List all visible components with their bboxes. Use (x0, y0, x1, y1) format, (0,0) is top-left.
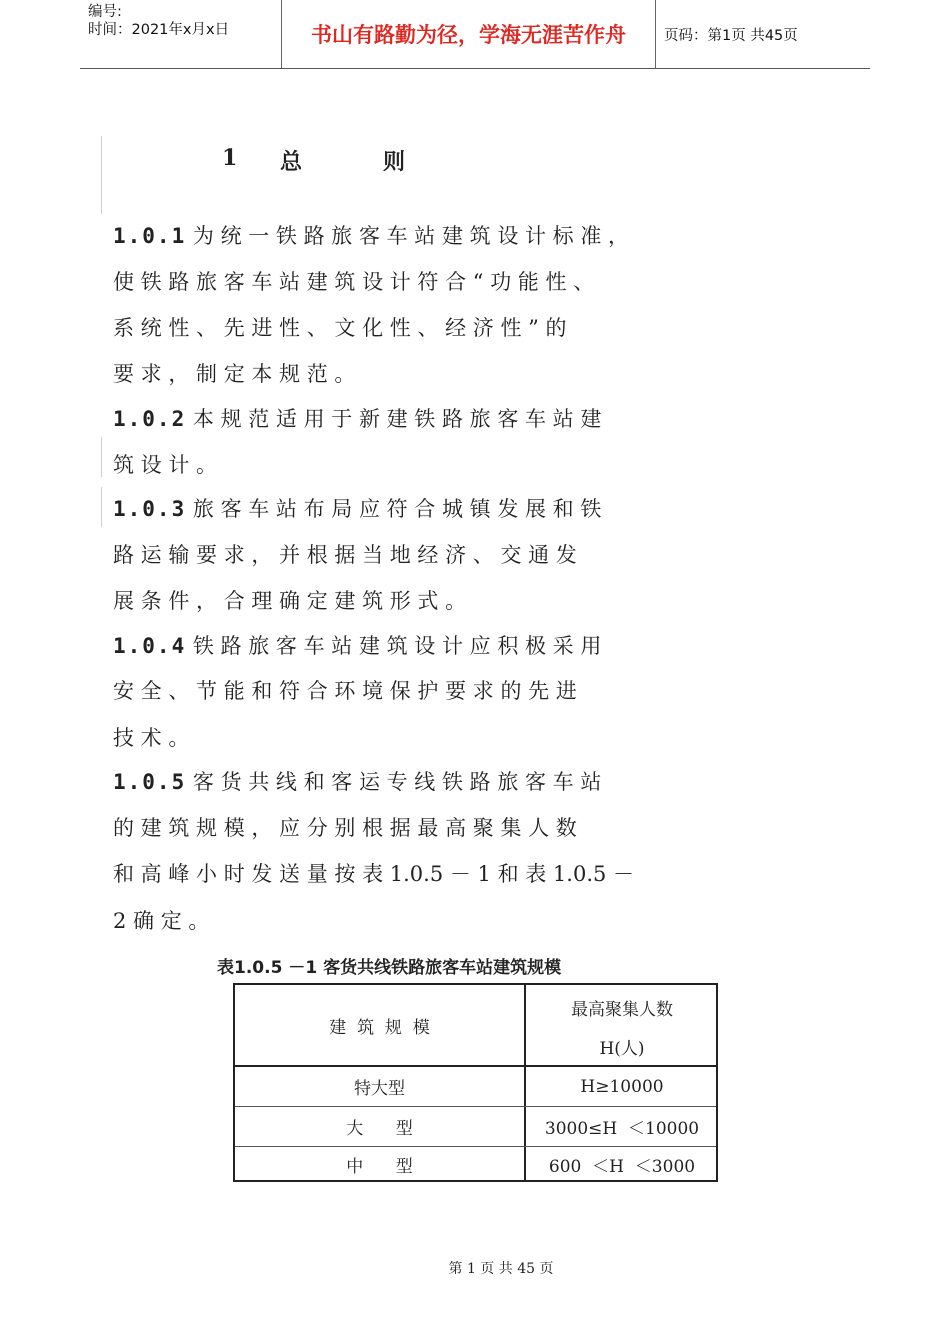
text-line: 1.0.2 本 规 范 适 用 于 新 建 铁 路 旅 客 车 站 建 (113, 407, 602, 431)
cell-count: 600 ＜H ＜3000 (548, 1156, 696, 1177)
text-line: 和 高 峰 小 时 发 送 量 按 表 1.0.5 － 1 和 表 1.0.5 － (113, 862, 635, 886)
text-line: 要 求 ， 制 定 本 规 范 。 (113, 362, 356, 386)
header-meta (88, 3, 278, 39)
clause-number: 1.0.5 (113, 770, 187, 794)
text-line: 1.0.5 客 货 共 线 和 客 运 专 线 铁 路 旅 客 车 站 (113, 770, 602, 794)
text-line: 使 铁 路 旅 客 车 站 建 筑 设 计 符 合 “ 功 能 性 、 (113, 270, 595, 294)
margin-bar (101, 136, 102, 214)
table-header-row (235, 985, 716, 1067)
col-header-unit: H(人) (599, 1039, 645, 1059)
text-line: 路 运 输 要 求 ， 并 根 据 当 地 经 济 、 交 通 发 (113, 543, 577, 567)
chapter-title-1: 总 (280, 149, 303, 175)
table-row (235, 1067, 716, 1107)
page-footer: 第 1 页 共 45 页 (448, 1261, 554, 1277)
chapter-number: 1 (222, 145, 238, 171)
header-motto: 书山有路勤为径，学海无涯苦作舟 (281, 0, 656, 68)
header-page-info: 页码：第1页 共45页 (664, 28, 798, 44)
clause-number: 1.0.3 (113, 497, 187, 521)
table-row (235, 1107, 716, 1147)
clause-number: 1.0.4 (113, 634, 187, 658)
clause-number: 1.0.2 (113, 407, 187, 431)
clause-number: 1.0.1 (113, 224, 187, 248)
cell-scale: 中 型 (346, 1156, 413, 1177)
margin-bar (101, 437, 102, 477)
text-line: 2 确 定 。 (113, 909, 210, 933)
scale-table (233, 983, 718, 1182)
text-line: 1.0.3 旅 客 车 站 布 局 应 符 合 城 镇 发 展 和 铁 (113, 497, 602, 521)
text-line: 系 统 性 、 先 进 性 、 文 化 性 、 经 济 性 ” 的 (113, 316, 567, 340)
margin-bar (101, 487, 102, 527)
time-label: 时间：2021年x月x日 (88, 22, 230, 38)
table-caption: 表1.0.5 －1 客货共线铁路旅客车站建筑规模 (217, 958, 562, 978)
cell-count: 3000≤H ＜10000 (544, 1119, 700, 1139)
col-header-scale: 建 筑 规 模 (329, 1017, 430, 1038)
text-line: 1.0.4 铁 路 旅 客 车 站 建 筑 设 计 应 积 极 采 用 (113, 634, 602, 658)
text-line: 技 术 。 (113, 726, 190, 750)
text-line: 展 条 件 ， 合 理 确 定 建 筑 形 式 。 (113, 589, 467, 613)
col-header-count: 最高聚集人数 (571, 1000, 673, 1020)
cell-scale: 大 型 (346, 1119, 413, 1139)
page-header (80, 0, 870, 69)
text-line: 安 全 、 节 能 和 符 合 环 境 保 护 要 求 的 先 进 (113, 679, 577, 703)
cell-count: H≥10000 (580, 1076, 664, 1097)
chapter-title-2: 则 (383, 149, 406, 175)
number-label: 编号: (88, 4, 122, 20)
text-line: 筑 设 计 。 (113, 453, 218, 477)
text-line: 1.0.1 为 统 一 铁 路 旅 客 车 站 建 筑 设 计 标 准 ， (113, 224, 630, 248)
cell-scale: 特大型 (354, 1079, 405, 1099)
table-row (235, 1146, 716, 1185)
text-line: 的 建 筑 规 模 ， 应 分 别 根 据 最 高 聚 集 人 数 (113, 816, 577, 840)
